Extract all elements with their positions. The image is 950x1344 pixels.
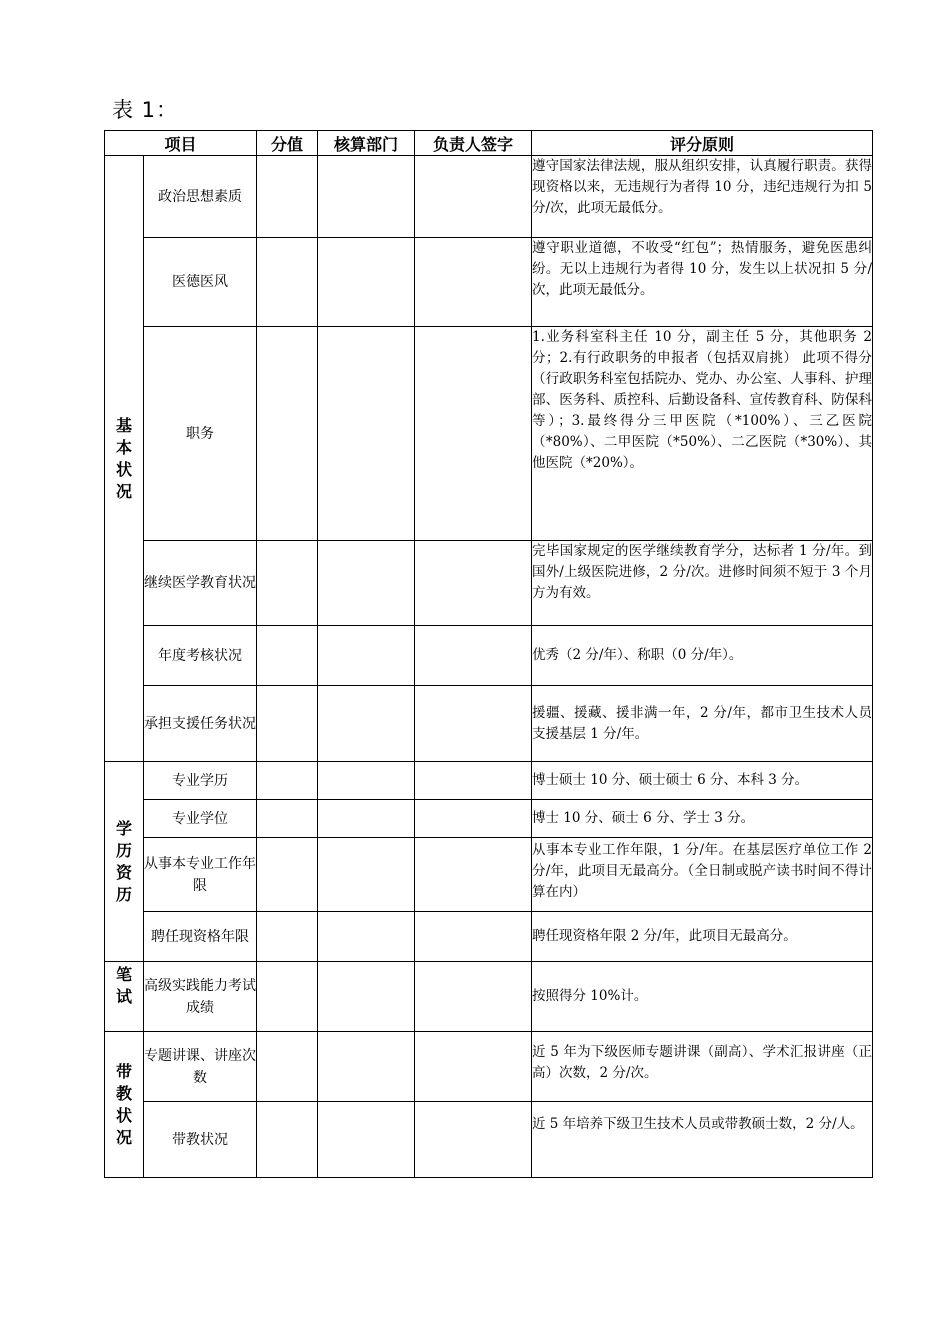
item-cell: 聘任现资格年限 [144, 912, 257, 962]
sign-cell [415, 238, 532, 327]
dept-cell [318, 962, 415, 1032]
score-cell [257, 1102, 318, 1178]
header-sign: 负责人签字 [415, 131, 532, 156]
sign-cell [415, 762, 532, 800]
sign-cell [415, 686, 532, 762]
item-cell: 专业学历 [144, 762, 257, 800]
table-row [105, 156, 873, 238]
item-cell: 继续医学教育状况 [144, 541, 257, 626]
rule-cell: 遵守职业道德，不收受“红包”；热情服务，避免医患纠纷。无以上违规行为者得 10 分，发生以上状况扣 5 分/次，此项无最低分。 [532, 238, 873, 327]
rule-cell: 博士硕士 10 分、硕士硕士 6 分、本科 3 分。 [532, 762, 873, 800]
item-cell: 职务 [144, 327, 257, 541]
dept-cell [318, 156, 415, 238]
header-score: 分值 [257, 131, 318, 156]
sign-cell [415, 1032, 532, 1102]
dept-cell [318, 1102, 415, 1178]
score-cell [257, 238, 318, 327]
score-cell [257, 962, 318, 1032]
sign-cell [415, 541, 532, 626]
table-row [105, 686, 873, 762]
category-label: 学历资历 [115, 818, 132, 904]
category-cell [105, 1032, 144, 1178]
rule-cell: 近 5 年培养下级卫生技术人员或带教硕士数，2 分/人。 [532, 1102, 873, 1178]
sign-cell [415, 1102, 532, 1178]
table-row [105, 912, 873, 962]
sign-cell [415, 912, 532, 962]
item-cell: 从事本专业工作年限 [144, 838, 257, 912]
table-row [105, 762, 873, 800]
item-cell: 高级实践能力考试成绩 [144, 962, 257, 1032]
item-cell: 承担支援任务状况 [144, 686, 257, 762]
score-cell [257, 1032, 318, 1102]
rule-cell: 博士 10 分、硕士 6 分、学士 3 分。 [532, 800, 873, 838]
header-rule: 评分原则 [532, 131, 873, 156]
score-cell [257, 686, 318, 762]
scoring-table [104, 130, 873, 1178]
table-row [105, 327, 873, 541]
score-cell [257, 838, 318, 912]
rule-cell: 优秀（2 分/年）、称职（0 分/年）。 [532, 626, 873, 686]
rule-cell: 完毕国家规定的医学继续教育学分，达标者 1 分/年。到国外/上级医院进修，2 分/次。进修时间须不短于 3 个月方为有效。 [532, 541, 873, 626]
category-cell [105, 762, 144, 962]
score-cell [257, 327, 318, 541]
sign-cell [415, 838, 532, 912]
category-label: 带教状况 [115, 1061, 132, 1147]
item-cell: 专业学位 [144, 800, 257, 838]
dept-cell [318, 686, 415, 762]
sign-cell [415, 962, 532, 1032]
table-row [105, 541, 873, 626]
category-cell [105, 156, 144, 762]
dept-cell [318, 762, 415, 800]
table-row [105, 800, 873, 838]
dept-cell [318, 626, 415, 686]
dept-cell [318, 800, 415, 838]
table-row [105, 838, 873, 912]
item-cell: 专题讲课、讲座次数 [144, 1032, 257, 1102]
category-label: 基本状况 [115, 415, 132, 501]
category-label: 笔试 [115, 965, 132, 1006]
dept-cell [318, 838, 415, 912]
rule-cell: 遵守国家法律法规，服从组织安排，认真履行职责。获得现资格以来，无违规行为者得 10 分，违纪违规行为扣 5 分/次，此项无最低分。 [532, 156, 873, 238]
table-header-row [105, 131, 873, 156]
dept-cell [318, 912, 415, 962]
rule-cell: 聘任现资格年限 2 分/年，此项目无最高分。 [532, 912, 873, 962]
sign-cell [415, 156, 532, 238]
table-row [105, 1102, 873, 1178]
table-row [105, 1032, 873, 1102]
header-dept: 核算部门 [318, 131, 415, 156]
score-cell [257, 156, 318, 238]
header-item: 项目 [105, 131, 257, 156]
rule-cell: 从事本专业工作年限，1 分/年。在基层医疗单位工作 2 分/年，此项目无最高分。（全日制或脱产读书时间不得计算在内） [532, 838, 873, 912]
category-cell [105, 962, 144, 1032]
score-cell [257, 541, 318, 626]
score-cell [257, 626, 318, 686]
document-title: 表 1： [112, 98, 179, 122]
rule-cell: 1.业务科室科主任 10 分，副主任 5 分，其他职务 2 分；2.有行政职务的申报者（包括双肩挑） 此项不得分（行政职务科室包括院办、党办、办公室、人事科、护理部、医务科、质控科、后勤设备科、宣传教育科、防保科等）；3.最终得分三甲医院（*100%）、三乙医院（*80%）、二甲医院（*50%）、二乙医院（*30%）、其他医院（*20%）。 [532, 327, 873, 541]
item-cell: 政治思想素质 [144, 156, 257, 238]
item-cell: 年度考核状况 [144, 626, 257, 686]
dept-cell [318, 327, 415, 541]
dept-cell [318, 1032, 415, 1102]
score-cell [257, 762, 318, 800]
dept-cell [318, 541, 415, 626]
table-row [105, 238, 873, 327]
table-row [105, 962, 873, 1032]
score-cell [257, 800, 318, 838]
score-cell [257, 912, 318, 962]
sign-cell [415, 327, 532, 541]
sign-cell [415, 800, 532, 838]
rule-cell: 近 5 年为下级医师专题讲课（副高）、学术汇报讲座（正高）次数，2 分/次。 [532, 1032, 873, 1102]
dept-cell [318, 238, 415, 327]
sign-cell [415, 626, 532, 686]
rule-cell: 按照得分 10%计。 [532, 962, 873, 1032]
rule-cell: 援疆、援藏、援非满一年，2 分/年，都市卫生技术人员支援基层 1 分/年。 [532, 686, 873, 762]
table-row [105, 626, 873, 686]
item-cell: 医德医风 [144, 238, 257, 327]
item-cell: 带教状况 [144, 1102, 257, 1178]
